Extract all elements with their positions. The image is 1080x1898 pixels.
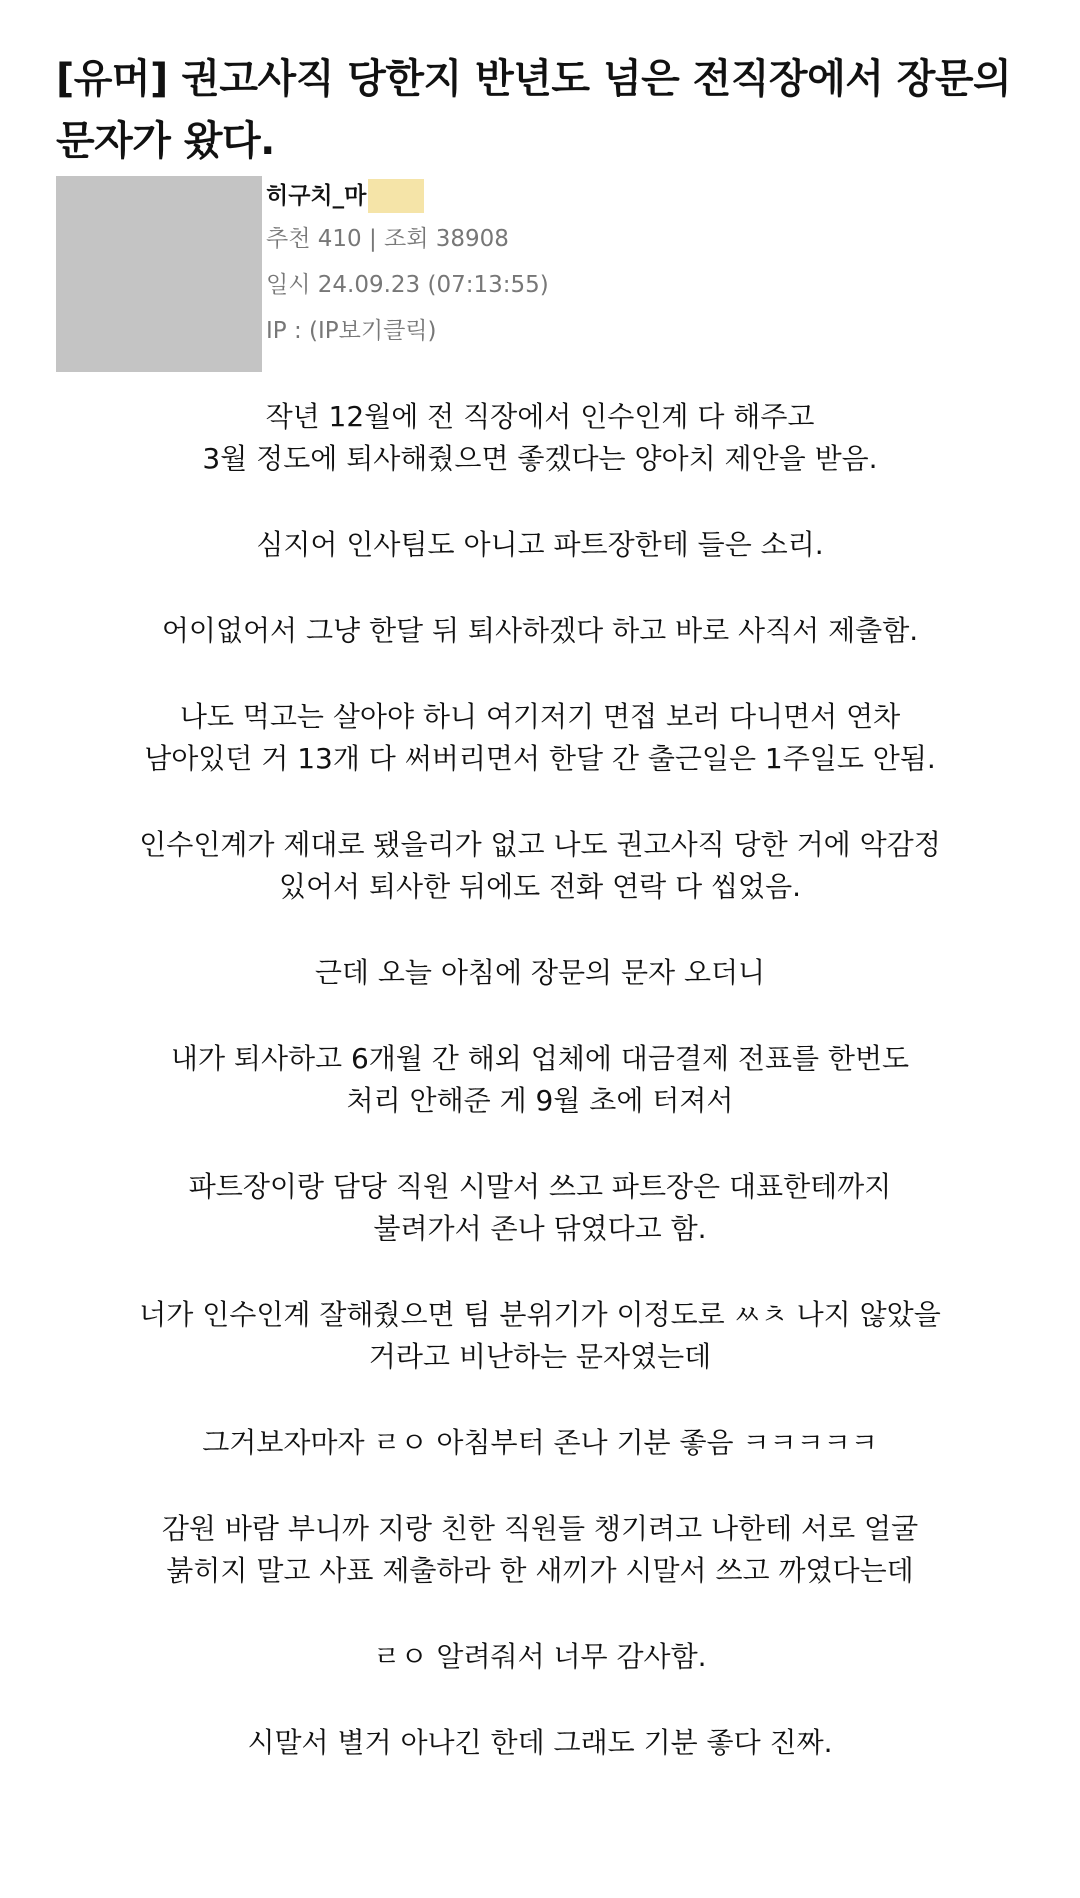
body-paragraph: 감원 바람 부니까 지랑 친한 직원들 챙기려고 나한테 서로 얼굴 붉히지 말고 사표 제출하라 한 새끼가 시말서 쓰고 까였다는데: [161, 1512, 919, 1587]
author-name-text: 히구치_마: [266, 183, 367, 209]
recommend-views-count: 추천 410 | 조회 38908: [266, 226, 509, 252]
author-avatar: [56, 176, 262, 372]
post-body: [40, 396, 1040, 1808]
body-paragraph: 어이없어서 그냥 한달 뒤 퇴사하겠다 하고 바로 사직서 제출함.: [161, 614, 919, 647]
body-paragraph: 너가 인수인계 잘해줬으면 팀 분위기가 이정도로 ㅆㅊ 나지 않았을 거라고 비난하는 문자였는데: [139, 1298, 941, 1373]
body-paragraph: 시말서 별거 아나긴 한데 그래도 기분 좋다 진짜.: [247, 1726, 833, 1759]
body-paragraph: 그거보자마자 ㄹㅇ 아침부터 존나 기분 좋음 ㅋㅋㅋㅋㅋ: [202, 1426, 878, 1459]
body-paragraph: 인수인계가 제대로 됐을리가 없고 나도 권고사직 당한 거에 악감정 있어서 퇴사한 뒤에도 전화 연락 다 씹었음.: [139, 828, 941, 903]
ip-view-link[interactable]: IP : (IP보기클릭): [266, 318, 437, 344]
author-name-redaction: [368, 179, 424, 213]
body-paragraph: 작년 12월에 전 직장에서 인수인계 다 해주고 3월 정도에 퇴사해줬으면 좋겠다는 양아치 제안을 받음.: [202, 400, 878, 475]
body-paragraph: 심지어 인사팀도 아니고 파트장한테 들은 소리.: [256, 528, 824, 561]
post-title: [유머] 권고사직 당한지 반년도 넘은 전직장에서 장문의 문자가 왔다.: [56, 56, 1012, 164]
body-paragraph: 파트장이랑 담당 직원 시말서 쓰고 파트장은 대표한테까지 불려가서 존나 닦였다고 함.: [188, 1170, 892, 1245]
body-paragraph: 내가 퇴사하고 6개월 간 해외 업체에 대금결제 전표를 한번도 처리 안해준 게 9월 초에 터져서: [170, 1042, 910, 1117]
post-datetime: 일시 24.09.23 (07:13:55): [266, 272, 549, 298]
post-meta: [266, 176, 866, 354]
body-paragraph: 근데 오늘 아침에 장문의 문자 오더니: [314, 956, 766, 989]
author-name[interactable]: [266, 176, 866, 216]
body-paragraph: ㄹㅇ 알려줘서 너무 감사함.: [373, 1640, 707, 1673]
body-paragraph: 나도 먹고는 살아야 하니 여기저기 면접 보러 다니면서 연차 남아있던 거 13개 다 써버리면서 한달 간 출근일은 1주일도 안됨.: [144, 700, 936, 775]
